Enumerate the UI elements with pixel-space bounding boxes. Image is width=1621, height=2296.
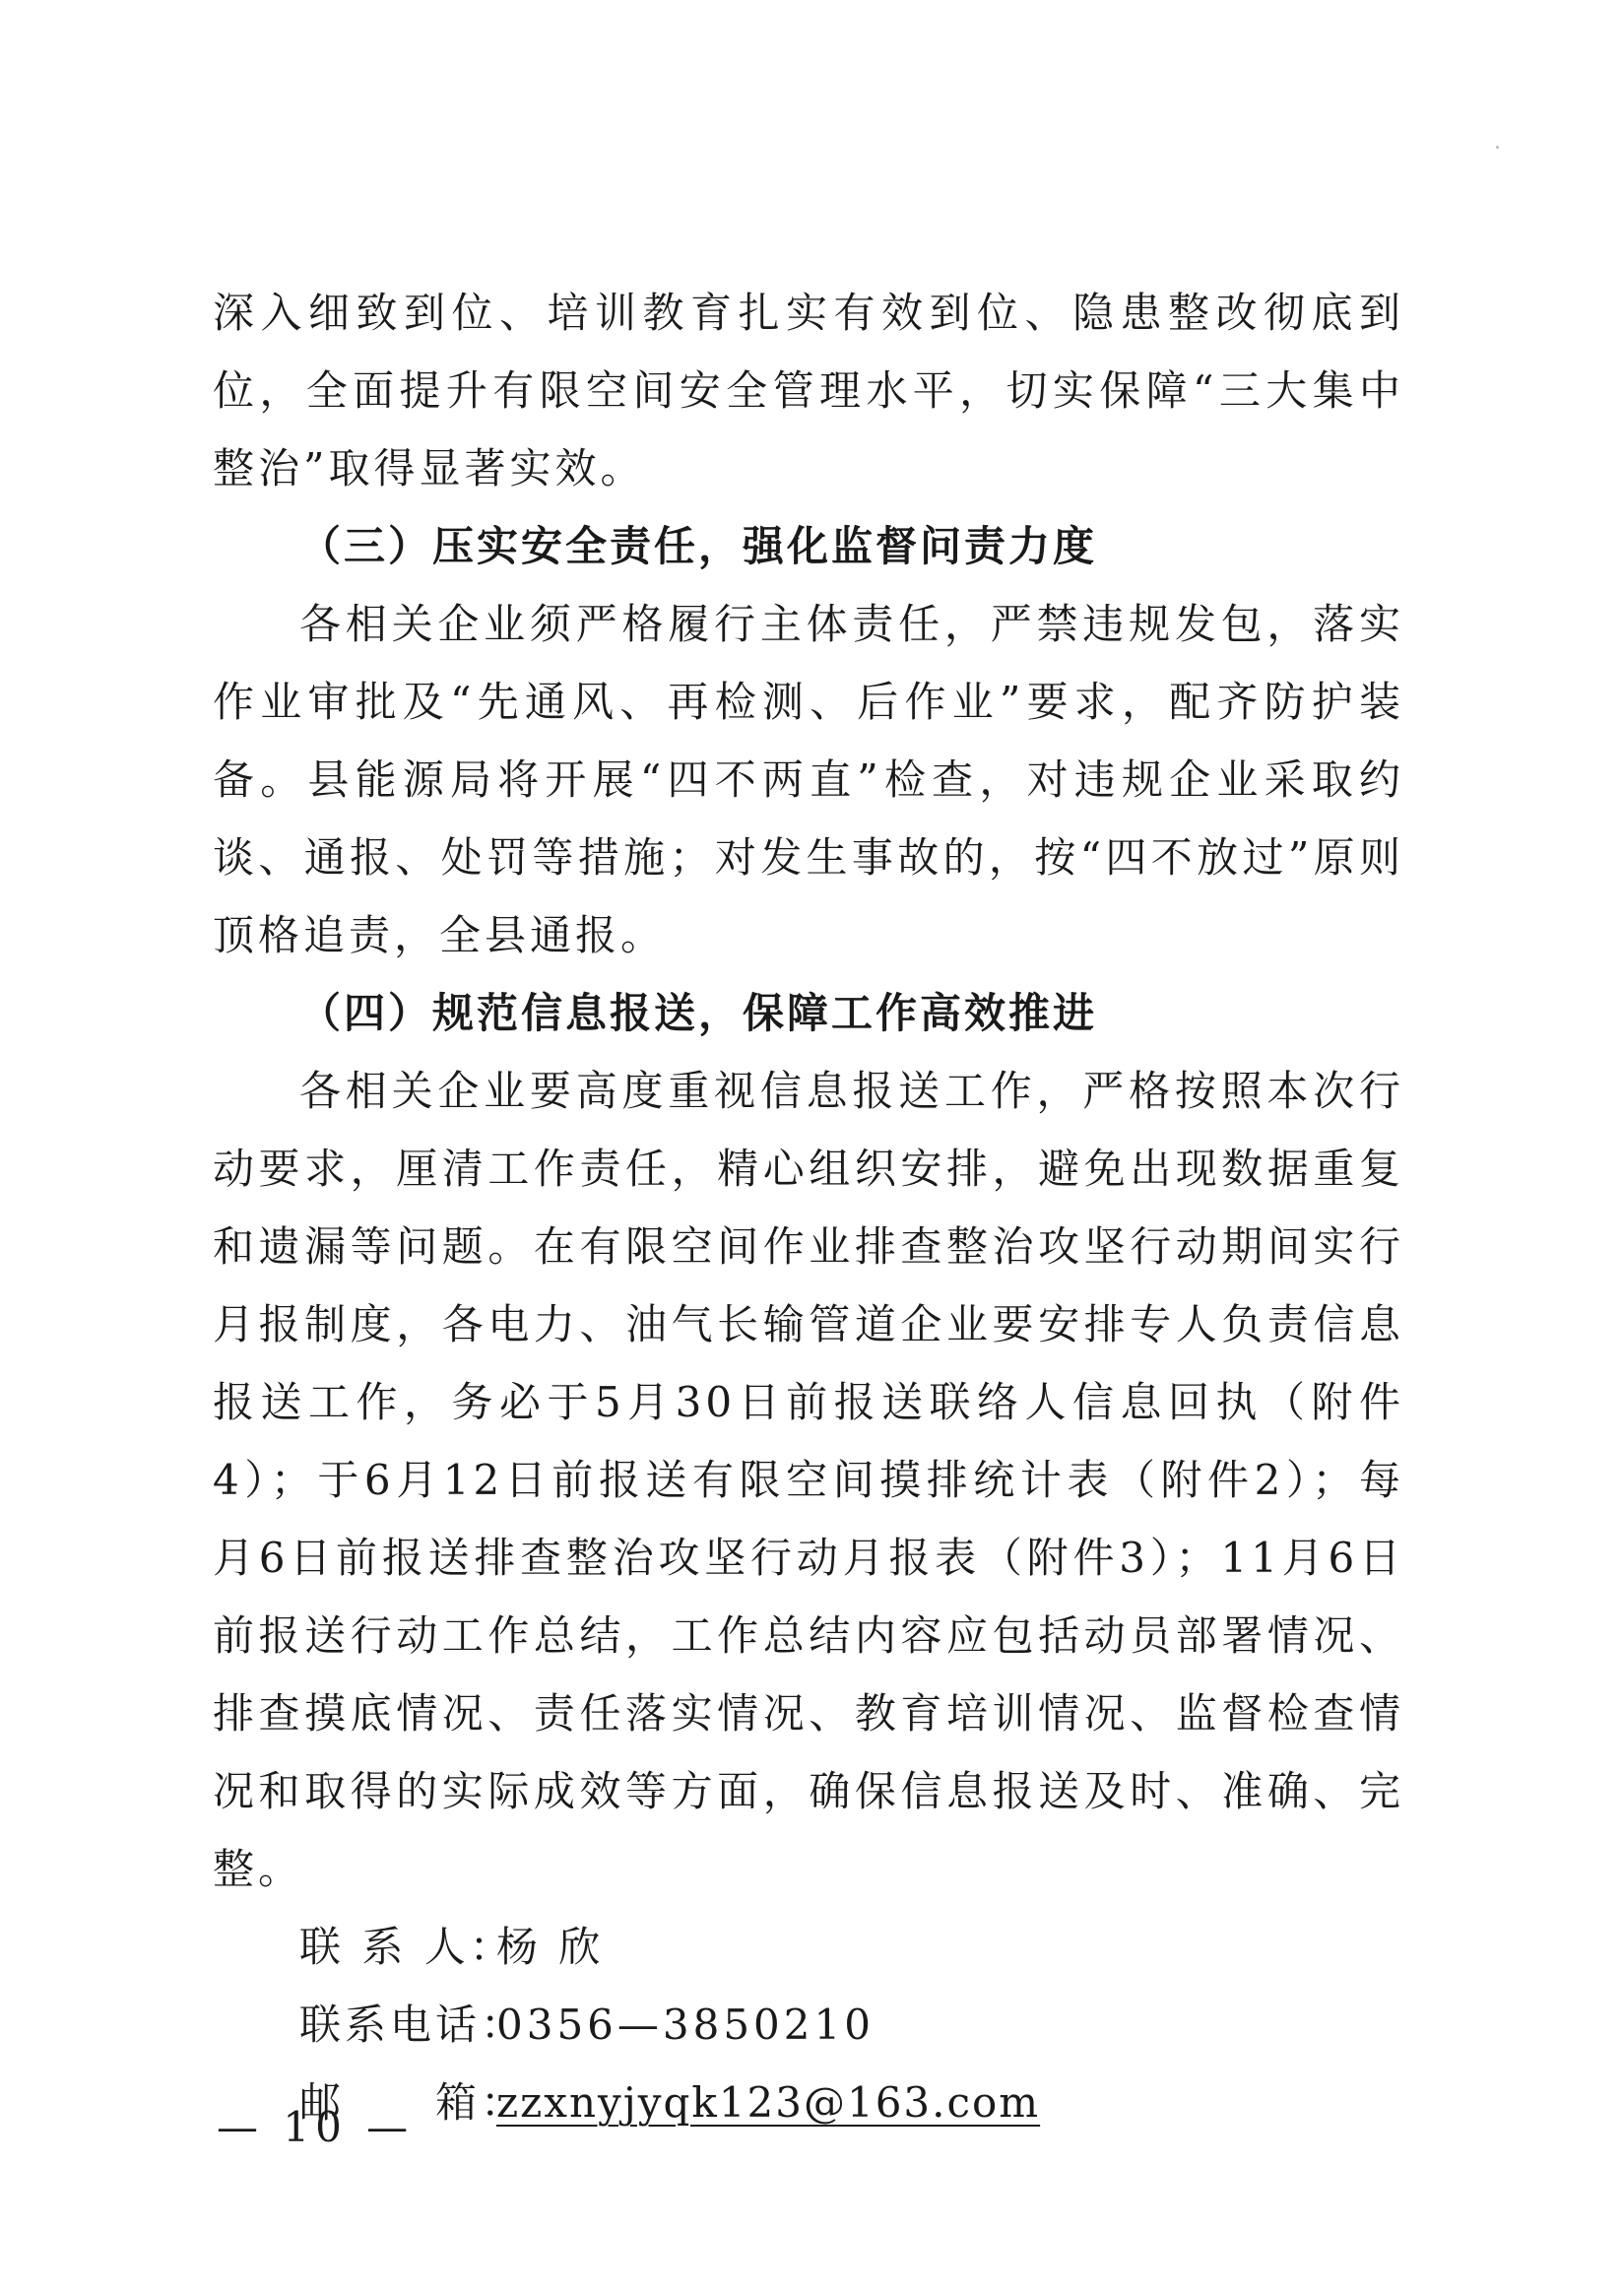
contact-phone-label: 联系电话：: [299, 2001, 527, 2049]
contact-phone-value: 0356—3850210: [496, 2001, 875, 2049]
section-heading-3: （三）压实安全责任，强化监督问责力度: [299, 522, 1098, 570]
section-paragraph-4: 各相关企业要高度重视信息报送工作，严格按照本次行动要求，厘清工作责任，精心组织安排，避免出现数据重复和遗漏等问题。在有限空间作业排查整治攻坚行动期间实行月报制度，各电力、油气长输管道企业要安排专人负责信息报送工作，务必于5月30日前报送联络人信息回执（附件4）；于6月12日前报送有限空间摸排统计表（附件2）；每月6日前报送排查整治攻坚行动月报表（附件3）；11月6日前报送行动工作总结，工作总结内容应包括动员部署情况、排查摸底情况、责任落实情况、教育培训情况、监督检查情况和取得的实际成效等方面，确保信息报送及时、准确、完整。: [213, 1067, 1404, 1893]
contact-person-value: 杨 欣: [496, 1923, 605, 1971]
contact-email-label: 邮 箱：: [299, 2078, 527, 2127]
contact-phone-line: [213, 1986, 1404, 2064]
section-heading-4: （四）规范信息报送，保障工作高效推进: [299, 989, 1098, 1037]
section-paragraph-3: 各相关企业须严格履行主体责任，严禁违规发包，落实作业审批及“先通风、再检测、后作业”要求，配齐防护装备。县能源局将开展“四不两直”检查，对违规企业采取约谈、通报、处罚等措施；对发生事故的，按“四不放过”原则顶格追责，全县通报。: [213, 600, 1404, 959]
contact-email-link[interactable]: zzxnyjyqk123@163.com: [496, 2078, 1041, 2127]
contact-person-line: [213, 1908, 1404, 1986]
page-number: — 10 —: [217, 2103, 415, 2151]
paragraph-continuation: 深入细致到位、培训教育扎实有效到位、隐患整改彻底到位，全面提升有限空间安全管理水平，切实保障“三大集中整治”取得显著实效。: [213, 289, 1404, 492]
scan-dot: [1496, 146, 1499, 149]
document-body: [213, 274, 1404, 2141]
contact-person-label: 联 系 人：: [299, 1923, 515, 1971]
